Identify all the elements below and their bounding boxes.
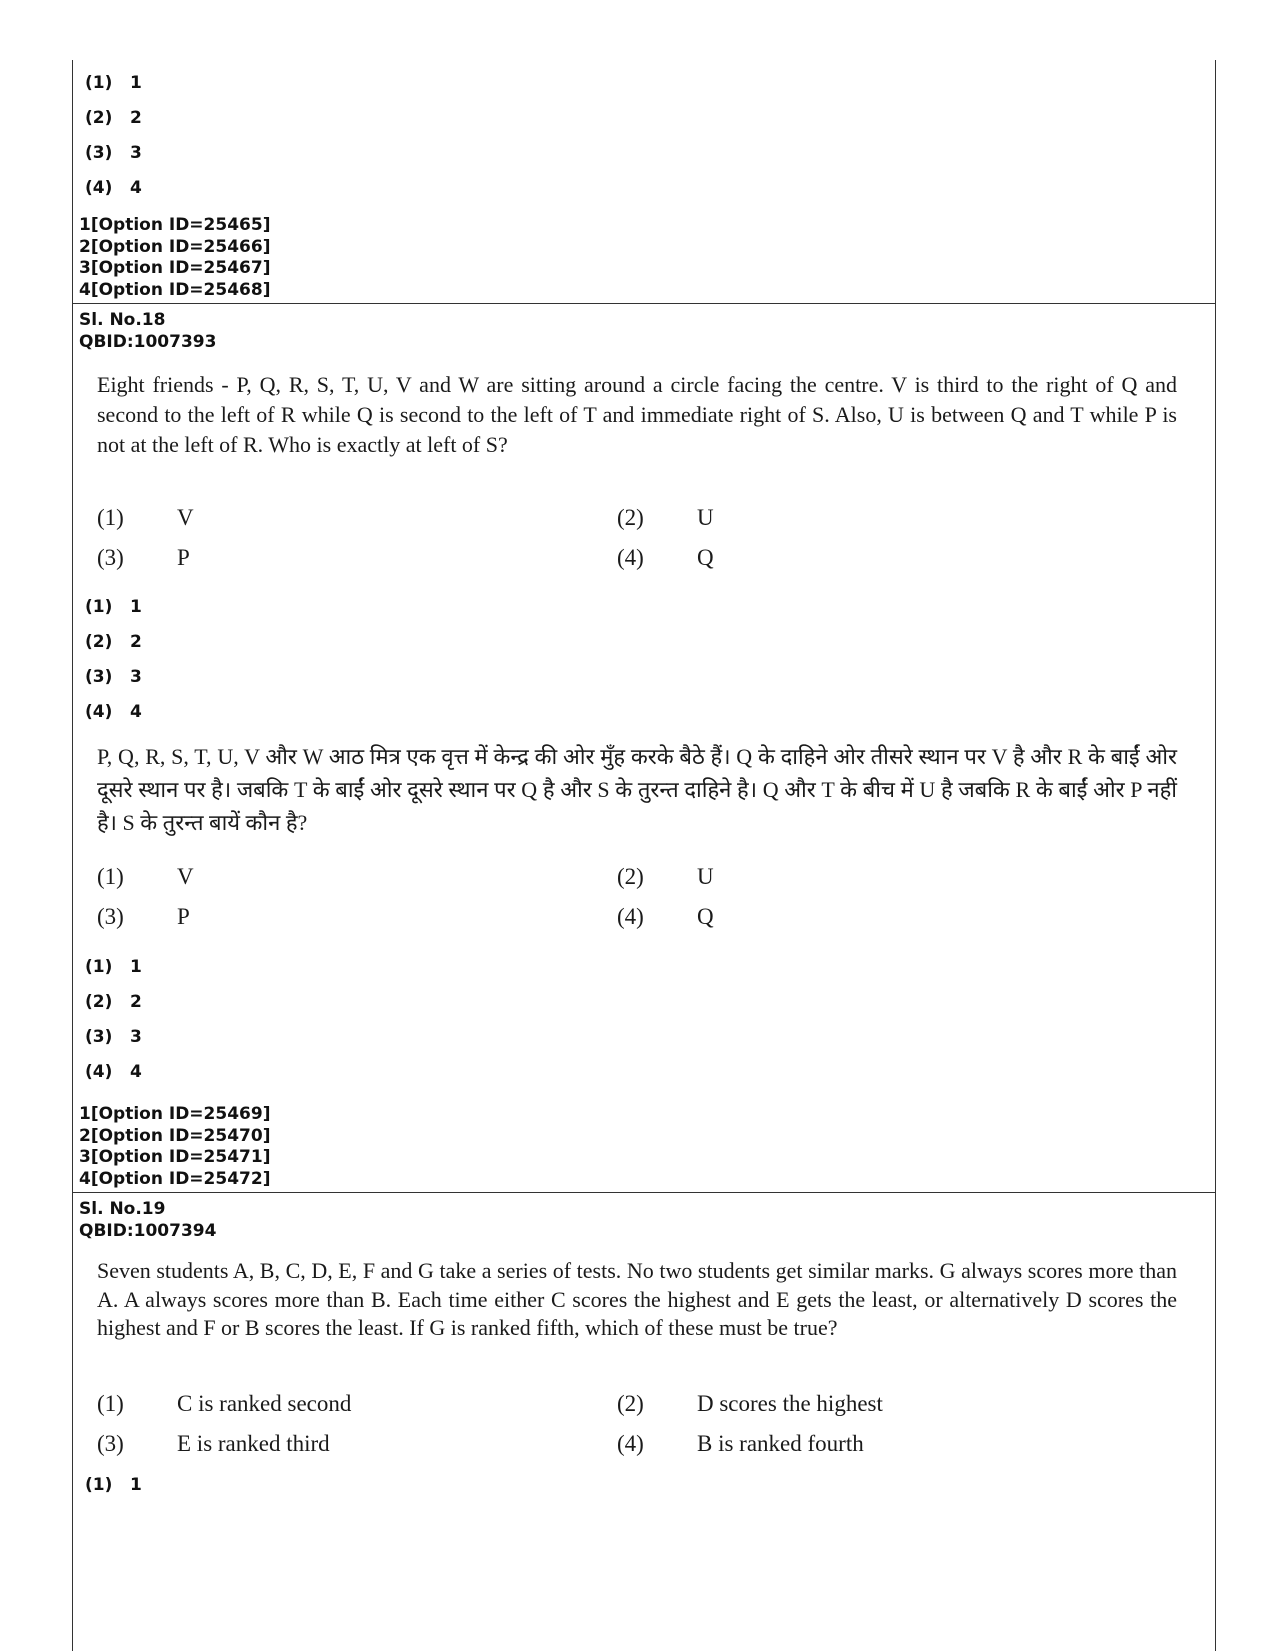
option-number: (2): [617, 864, 644, 889]
answer-row[interactable]: (3) 3: [85, 143, 142, 163]
answer-row[interactable]: (2) 2: [85, 108, 142, 128]
option-text[interactable]: U: [697, 505, 714, 530]
section-divider: [73, 303, 1215, 304]
question-19-options: [73, 1384, 1215, 1464]
answer-row[interactable]: (2) 2: [85, 632, 142, 652]
option-text[interactable]: P: [177, 904, 190, 929]
answer-list: [85, 66, 1215, 206]
option-text[interactable]: P: [177, 545, 190, 570]
option-id: 2[Option ID=25466]: [79, 236, 271, 257]
answer-row[interactable]: (1) 1: [85, 1475, 142, 1495]
option-grid: [97, 498, 1177, 578]
answer-row[interactable]: (1) 1: [85, 73, 142, 93]
option-id: 3[Option ID=25467]: [79, 258, 271, 278]
option-text[interactable]: Q: [697, 545, 714, 570]
qbid: QBID:1007394: [79, 1220, 217, 1241]
question-header-18: [79, 310, 1215, 353]
question-text: Seven students A, B, C, D, E, F and G take a series of tests. No two students get similar marks. G always scores more than A. A always scores more than B. Each time either C scores the highest and E gets the least, or alternatively D scores the highest and F or B scores the least. If G is ranked fifth, which of these must be true?: [97, 1258, 1177, 1340]
option-id-list: [79, 1104, 1215, 1190]
option-id: 3[Option ID=25471]: [79, 1147, 271, 1167]
question-18-english: [73, 370, 1215, 460]
answer-row[interactable]: (3) 3: [85, 667, 142, 687]
answer-row[interactable]: (4) 4: [85, 1062, 142, 1082]
option-grid: [97, 1384, 1177, 1464]
option-number: (4): [617, 904, 644, 929]
qbid: QBID:1007393: [79, 331, 217, 352]
answer-list: [85, 950, 1215, 1090]
option-text[interactable]: B is ranked fourth: [697, 1431, 864, 1456]
answer-row[interactable]: (1) 1: [85, 957, 142, 977]
option-number: (1): [97, 505, 124, 530]
question-text: P, Q, R, S, T, U, V और W आठ मित्र एक वृत्त में केन्द्र की ओर मुँह करके बैठे हैं। Q के दाहिने ओर तीसरे स्थान पर V है और R के बाईं ओर दूसरे स्थान पर है। जबकि T के बाईं ओर दूसरे स्थान पर Q है और S के तुरन्त दाहिने है। Q और T के बीच में U है जबकि R के बाईं ओर P नहीं है। S के तुरन्त बायें कौन है?: [97, 744, 1177, 835]
option-number: (3): [97, 1431, 124, 1456]
option-id-list: [79, 215, 1215, 301]
option-text[interactable]: V: [177, 505, 194, 530]
option-id: 4[Option ID=25472]: [79, 1168, 271, 1189]
question-18-options-hindi: [73, 857, 1215, 937]
option-number: (4): [617, 1431, 644, 1456]
option-text[interactable]: U: [697, 864, 714, 889]
answer-row[interactable]: (4) 4: [85, 702, 142, 722]
serial-number: Sl. No.19: [79, 1199, 166, 1219]
question-text: Eight friends - P, Q, R, S, T, U, V and W are sitting around a circle facing the centre. V is third to the right of Q and second to the left of R while Q is second to the left of T and immediate right of S. Also, U is between Q and T while P is not at the left of R. Who is exactly at left of S?: [97, 372, 1177, 457]
option-text[interactable]: Q: [697, 904, 714, 929]
question-18-hindi: [73, 740, 1215, 839]
prev-question-answers: [73, 66, 1215, 206]
question-18-answers-hindi: [73, 950, 1215, 1090]
option-number: (3): [97, 545, 124, 570]
question-18-options-english: [73, 498, 1215, 578]
section-divider: [73, 1192, 1215, 1193]
option-id: 4[Option ID=25468]: [79, 279, 271, 300]
option-text[interactable]: C is ranked second: [177, 1391, 352, 1416]
option-grid: [97, 857, 1177, 937]
page-frame: [72, 60, 1216, 1651]
question-header-19: [79, 1199, 1215, 1242]
question-19-text: [73, 1257, 1215, 1343]
question-19-answers: [73, 1468, 1215, 1503]
answer-row[interactable]: (4) 4: [85, 178, 142, 198]
answer-list: [85, 1468, 1215, 1503]
option-id: 1[Option ID=25469]: [79, 1104, 271, 1124]
option-text[interactable]: V: [177, 864, 194, 889]
option-number: (3): [97, 904, 124, 929]
option-id: 2[Option ID=25470]: [79, 1125, 271, 1146]
option-text[interactable]: D scores the highest: [697, 1391, 883, 1416]
option-id: 1[Option ID=25465]: [79, 215, 271, 235]
answer-list: [85, 590, 1215, 730]
option-text[interactable]: E is ranked third: [177, 1431, 330, 1456]
answer-row[interactable]: (1) 1: [85, 597, 142, 617]
option-number: (1): [97, 864, 124, 889]
question-18-answers-english: [73, 590, 1215, 730]
option-number: (1): [97, 1391, 124, 1416]
answer-row[interactable]: (3) 3: [85, 1027, 142, 1047]
serial-number: Sl. No.18: [79, 310, 166, 330]
option-number: (2): [617, 505, 644, 530]
option-number: (4): [617, 545, 644, 570]
answer-row[interactable]: (2) 2: [85, 992, 142, 1012]
option-number: (2): [617, 1391, 644, 1416]
